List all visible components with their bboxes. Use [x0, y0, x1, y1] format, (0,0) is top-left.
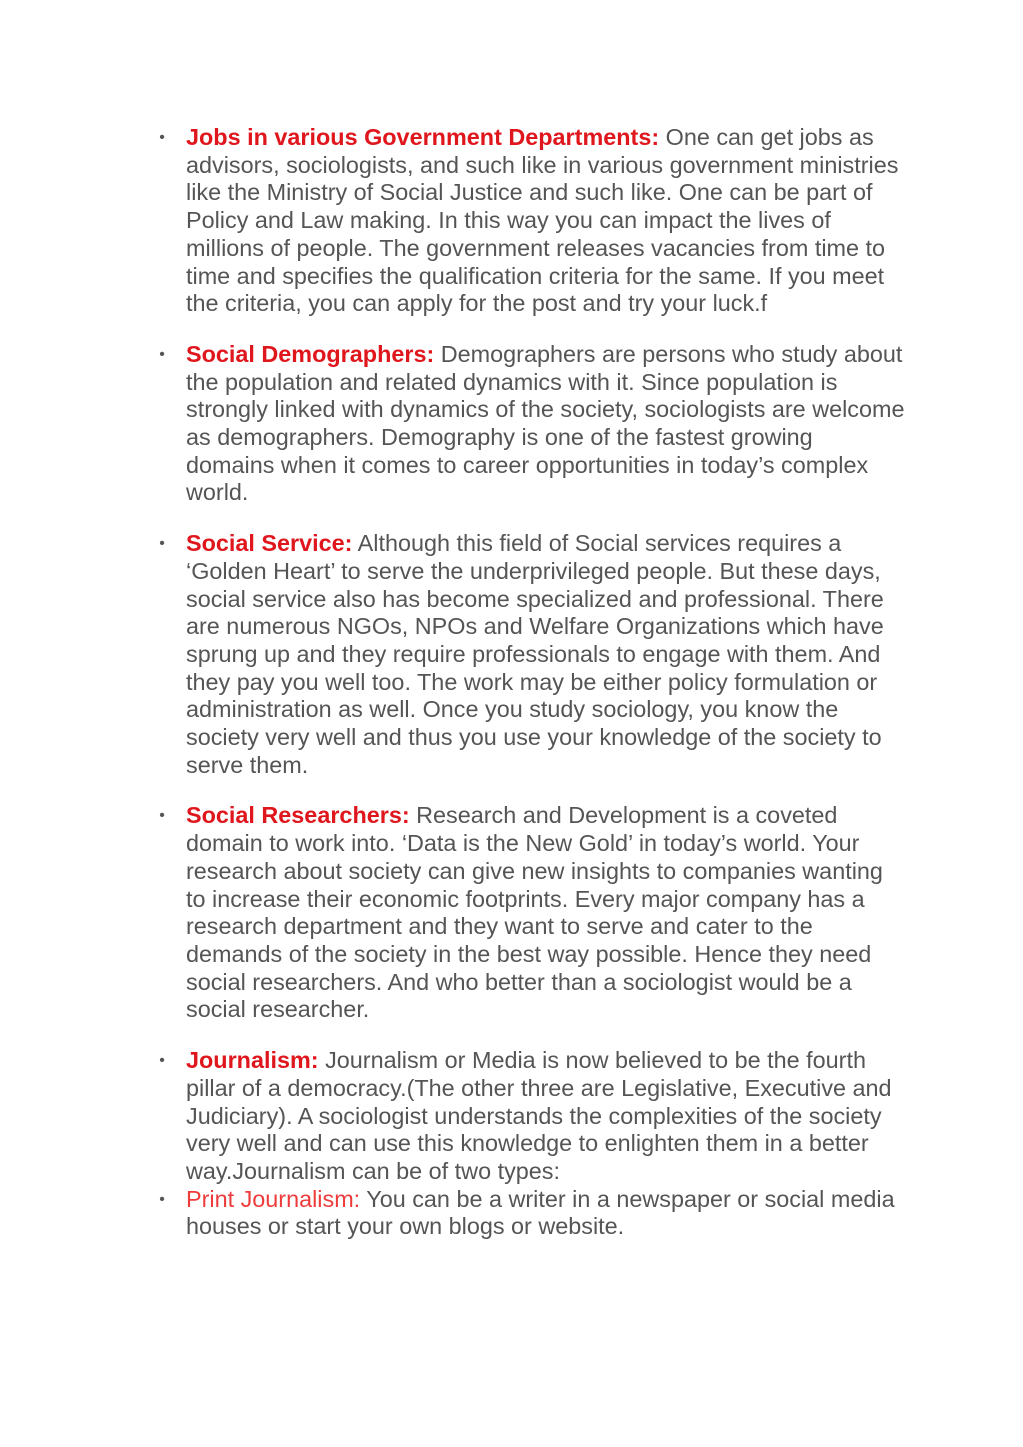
- bullet-icon: •: [159, 1190, 165, 1208]
- item-heading: Social Service:: [186, 530, 353, 557]
- item-text: Although this field of Social services requires a ‘Golden Heart’ to serve the underprivileged people. But these days, social service also has become specialized and professional. There are numerous NGOs, NPOs and Welfare Organizations which have sprung up and they require professionals to engage with them. And they pay you well too. The work may be either policy formulation or administration as well. Once you study sociology, you know the society very well and thus you use your knowledge of the society to serve them.: [186, 530, 884, 778]
- bullet-icon: •: [159, 129, 165, 146]
- item-text: Research and Development is a coveted domain to work into. ‘Data is the New Gold’ in today’s world. Your research about society can give new insights to companies wanting to increase their economic footprints. Every major company has a research department and they want to serve and cater to the demands of the society in the best way possible. Hence they need social researchers. And who better than a sociologist would be a social researcher.: [186, 802, 883, 1023]
- career-options-list: [159, 124, 906, 1264]
- item-heading: Social Demographers:: [186, 340, 435, 367]
- list-item-social-demographers: [159, 340, 906, 507]
- bullet-icon: •: [159, 535, 165, 553]
- item-text: One can get jobs as advisors, sociologists, and such like in various government ministries like the Ministry of Social Justice and such like. One can be part of Policy and Law making. In this way you can impact the lives of millions of people. The government releases vacancies from time to time and specifies the qualification criteria for the same. If you meet the criteria, you can apply for the post and try your luck.f: [186, 124, 899, 317]
- bullet-icon: •: [159, 345, 165, 363]
- item-text: Journalism or Media is now believed to be the fourth pillar of a democracy.(The other three are Legislative, Executive and Judiciary). A sociologist understands the complexities of the society very well and can use this knowledge to enlighten them in a better way.Journalism can be of two types:: [186, 1047, 892, 1184]
- item-heading: Print Journalism:: [186, 1185, 361, 1212]
- item-text: You can be a writer in a newspaper or social media houses or start your own blogs or website.: [186, 1185, 895, 1240]
- item-heading: Journalism:: [186, 1047, 319, 1074]
- list-item-government-jobs: [159, 124, 906, 318]
- item-text: Demographers are persons who study about the population and related dynamics with it. Since population is strongly linked with dynamics of the society, sociologists are welcome as demographers. Demography is one of the fastest growing domains when it comes to career opportunities in today’s complex world.: [186, 340, 905, 506]
- bullet-icon: •: [159, 807, 165, 825]
- item-heading: Social Researchers:: [186, 802, 410, 829]
- list-item-journalism: [159, 1047, 906, 1186]
- item-heading: Jobs in various Government Departments:: [186, 124, 660, 150]
- bullet-icon: •: [159, 1052, 165, 1070]
- list-item-print-journalism: [159, 1185, 906, 1241]
- list-item-social-researchers: [159, 802, 906, 1024]
- list-item-social-service: [159, 530, 906, 779]
